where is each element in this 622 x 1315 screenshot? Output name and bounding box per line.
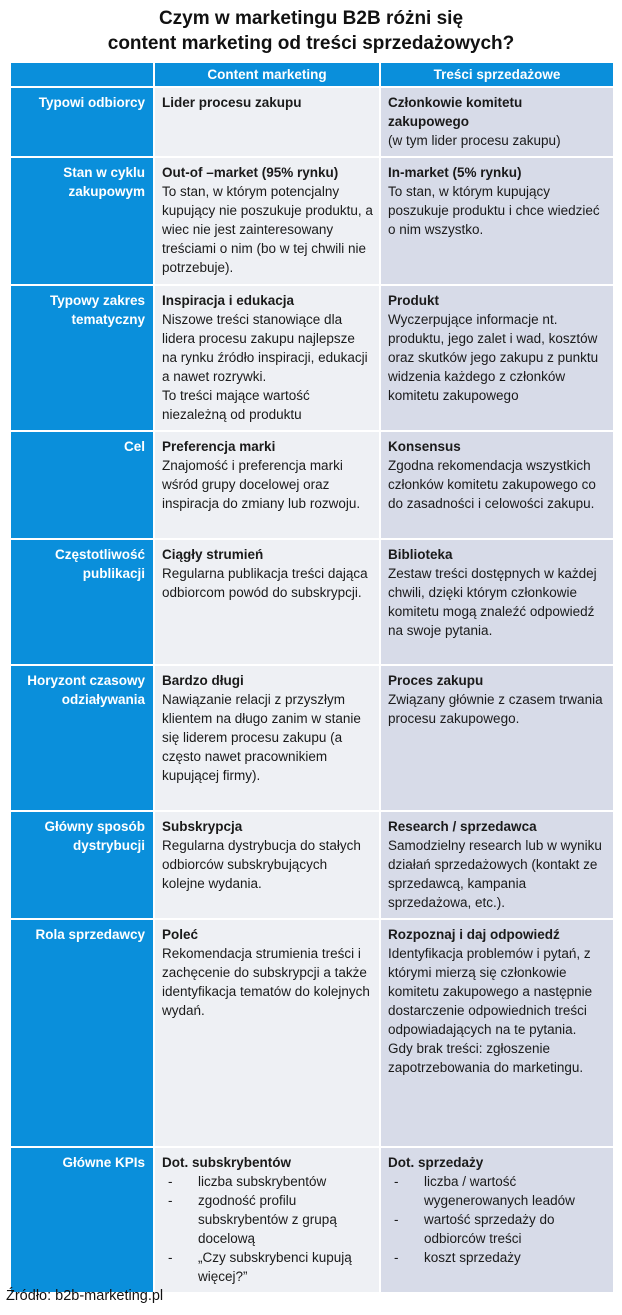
source-note: Źródło: b2b-marketing.pl — [6, 1288, 164, 1304]
cell-text: Zestaw treści dostępnych w każdej chwili, dzięki którym członkowie komitetu mogą znaleźć odpowiedź na swoje pytania. — [388, 566, 597, 638]
sales-cell — [381, 432, 613, 538]
table-row — [11, 666, 613, 810]
sales-cell — [381, 812, 613, 918]
title-line-2: content marketing od treści sprzedażowych? — [107, 33, 515, 54]
list-item: - liczba subskrybentów — [162, 1172, 373, 1191]
content-cell — [155, 158, 379, 284]
content-cell — [155, 88, 379, 156]
cell-heading: Proces zakupu — [388, 673, 484, 688]
table-header-row — [11, 63, 613, 86]
cell-text: Znajomość i preferencja marki wśród grupy docelowej oraz inspiracja do zmiany lub rozwoju. — [162, 458, 361, 511]
kpi-list — [388, 1172, 607, 1267]
cell-text: To stan, w którym kupujący poszukuje produktu i chce wiedzieć o nim wszystko. — [388, 184, 600, 237]
cell-heading: Bardzo długi — [162, 673, 244, 688]
cell-text: Regularna publikacja treści dająca odbiorcom powód do subskrypcji. — [162, 566, 368, 600]
row-label: Horyzont czasowy odziaływania — [11, 666, 153, 810]
cell-heading: Konsensus — [388, 439, 461, 454]
cell-heading: Lider procesu zakupu — [162, 95, 302, 110]
header-content-marketing: Content marketing — [155, 63, 379, 86]
row-label: Główny sposób dystrybucji — [11, 812, 153, 918]
cell-text: Nawiązanie relacji z przyszłym klientem na długo zanim w stanie się liderem procesu zakupu (a często nawet pracownikiem kupującej firmy). — [162, 692, 361, 783]
table-row — [11, 1148, 613, 1292]
cell-text: Samodzielny research lub w wyniku działań sprzedażowych (kontakt ze sprzedawcą, kampania sprzedażowa, etc.). — [388, 838, 602, 910]
table-row — [11, 88, 613, 156]
cell-heading: Subskrypcja — [162, 819, 243, 834]
cell-text: Regularna dystrybucja do stałych odbiorców subskrybujących kolejne wydania. — [162, 838, 361, 891]
table-row — [11, 540, 613, 664]
table-row — [11, 432, 613, 538]
content-cell — [155, 812, 379, 918]
cell-text: (w tym lider procesu zakupu) — [388, 133, 561, 148]
cell-heading: Out-of –market (95% rynku) — [162, 165, 339, 180]
title-line-1: Czym w marketingu B2B różni się — [158, 8, 464, 29]
page-title — [0, 6, 622, 56]
cell-heading: Ciągły strumień — [162, 547, 264, 562]
content-cell — [155, 432, 379, 538]
sales-cell — [381, 88, 613, 156]
cell-text-extra: Gdy brak treści: zgłoszenie zapotrzebowania do marketingu. — [388, 1041, 584, 1075]
sales-cell — [381, 920, 613, 1146]
row-label: Rola sprzedawcy — [11, 920, 153, 1146]
cell-text: Związany głównie z czasem trwania procesu zakupowego. — [388, 692, 603, 726]
table-row — [11, 286, 613, 430]
cell-text: Identyfikacja problemów i pytań, z którymi mierzą się członkowie komitetu zakupowego a następnie dostarczenie odpowiednich treści odpowiadających na te pytania. — [388, 946, 593, 1037]
sales-cell — [381, 158, 613, 284]
content-cell — [155, 1148, 379, 1292]
header-empty-cell — [11, 63, 153, 86]
list-item: - zgodność profilu subskrybentów z grupą docelową — [162, 1191, 373, 1248]
cell-heading: Członkowie komitetu zakupowego — [388, 95, 523, 129]
cell-text: Niszowe treści stanowiące dla lidera procesu zakupu najlepsze na rynku źródło inspiracji, edukacji a nawet rozrywki. — [162, 312, 368, 384]
row-label: Częstotliwość publikacji — [11, 540, 153, 664]
cell-text: To stan, w którym potencjalny kupujący nie poszukuje produktu, a wiec nie jest zainteresowany treściami o nim (bo w tej chwili nie potrzebuje). — [162, 184, 373, 275]
list-item: - liczba / wartość wygenerowanych leadów — [388, 1172, 607, 1210]
table-row — [11, 920, 613, 1146]
cell-text: Wyczerpujące informacje nt. produktu, jego zalet i wad, kosztów oraz skutków jego zakupu z punktu widzenia każdego z członków komitetu zakupowego — [388, 312, 599, 403]
sales-cell — [381, 666, 613, 810]
cell-heading: Rozpoznaj i daj odpowiedź — [388, 927, 560, 942]
row-label: Typowi odbiorcy — [11, 88, 153, 156]
cell-heading: Produkt — [388, 293, 440, 308]
row-label: Główne KPIs — [11, 1148, 153, 1292]
row-label: Typowy zakres tematyczny — [11, 286, 153, 430]
cell-text: Zgodna rekomendacja wszystkich członków komitetu zakupowego co do zasadności i celowości zakupu. — [388, 458, 596, 511]
sales-cell — [381, 1148, 613, 1292]
content-cell — [155, 666, 379, 810]
cell-heading: Inspiracja i edukacja — [162, 293, 295, 308]
table-row — [11, 812, 613, 918]
table-row — [11, 158, 613, 284]
row-label: Stan w cyklu zakupowym — [11, 158, 153, 284]
cell-heading: Dot. subskrybentów — [162, 1155, 292, 1170]
cell-text: Rekomendacja strumienia treści i zachęcenie do subskrypcji a także identyfikacja tematów do kolejnych wydań. — [162, 946, 370, 1018]
cell-heading: Poleć — [162, 927, 199, 942]
content-cell — [155, 920, 379, 1146]
list-item: - koszt sprzedaży — [388, 1248, 607, 1267]
list-item: - wartość sprzedaży do odbiorców treści — [388, 1210, 607, 1248]
cell-text-extra: To treści mające wartość niezależną od produktu — [162, 388, 310, 422]
cell-heading: In-market (5% rynku) — [388, 165, 522, 180]
sales-cell — [381, 286, 613, 430]
header-sales-content: Treści sprzedażowe — [381, 63, 613, 86]
cell-heading: Preferencja marki — [162, 439, 276, 454]
cell-heading: Dot. sprzedaży — [388, 1155, 484, 1170]
cell-heading: Biblioteka — [388, 547, 453, 562]
cell-heading: Research / sprzedawca — [388, 819, 537, 834]
comparison-table — [9, 61, 615, 1294]
row-label: Cel — [11, 432, 153, 538]
list-item: - „Czy subskrybenci kupują więcej?” — [162, 1248, 373, 1286]
kpi-list — [162, 1172, 373, 1286]
sales-cell — [381, 540, 613, 664]
content-cell — [155, 286, 379, 430]
content-cell — [155, 540, 379, 664]
